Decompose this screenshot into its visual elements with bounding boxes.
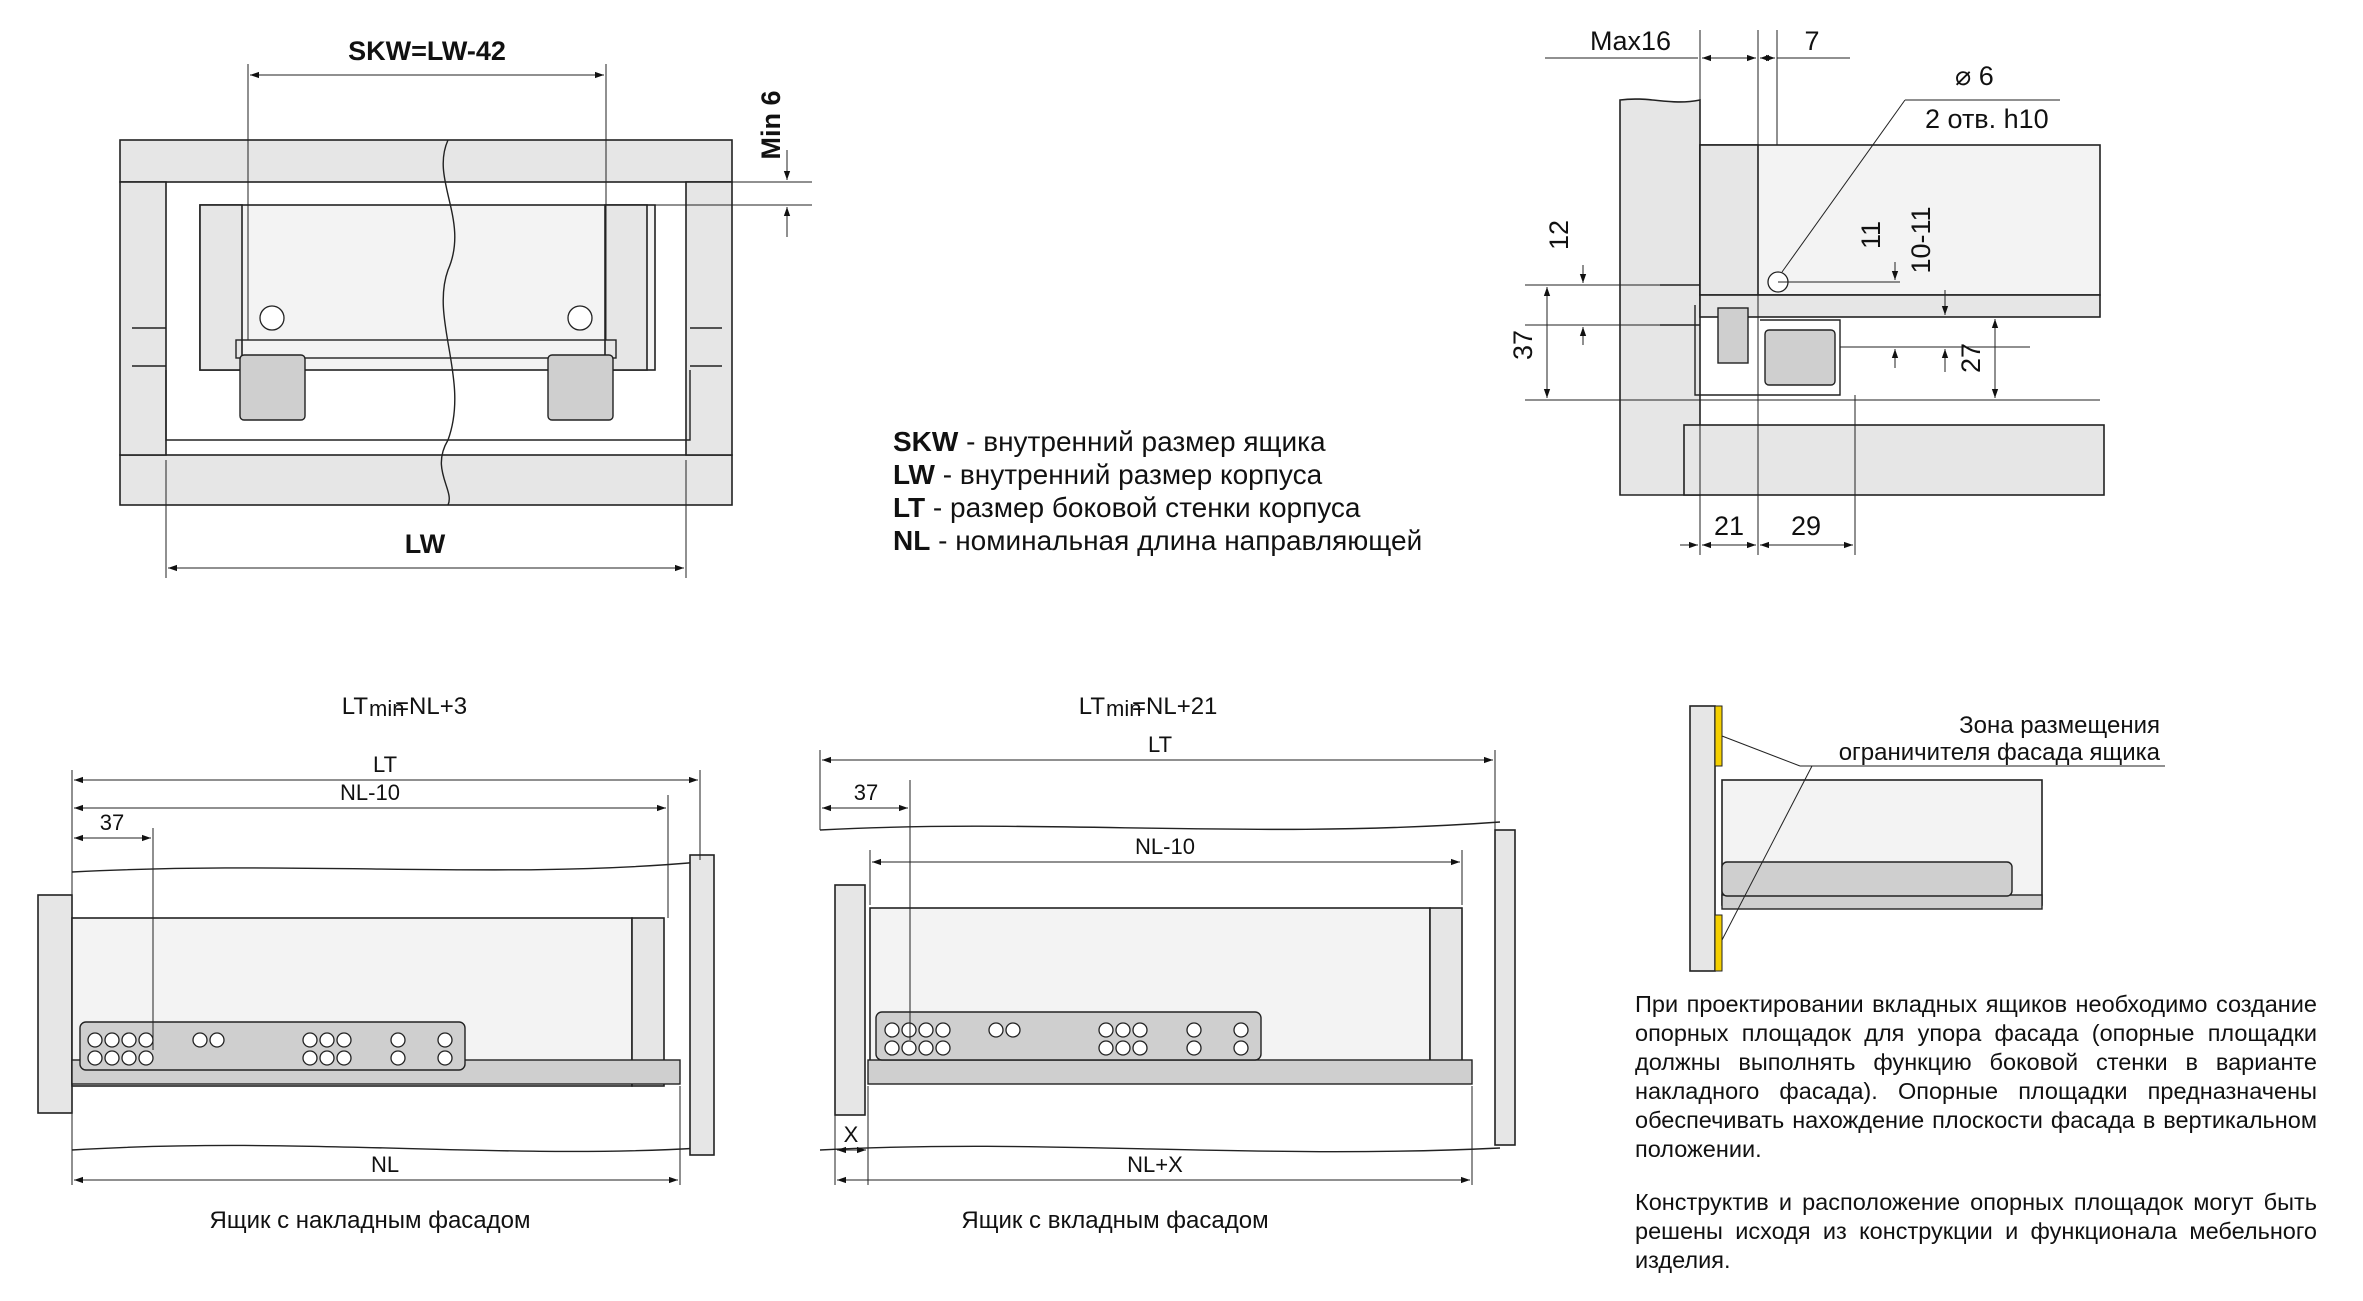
drawer-front-edge [1700,145,1758,295]
inset-formula-sub: min [1106,696,1142,721]
inset-facade [835,885,865,1115]
zone-runner-plate [1722,862,2012,896]
zone-lower-marker [1715,915,1722,971]
legend-text: - внутренний размер корпуса [935,459,1323,490]
legend-abbr: LW [893,459,935,490]
cabinet-top-panel [120,140,732,182]
overlay-caption: Ящик с накладным фасадом [209,1207,531,1234]
legend-abbr: SKW [893,426,959,457]
dim-11-label: 11 [1856,220,1886,250]
dim-37-label: 37 [1508,329,1538,361]
max16-label: Max16 [1590,26,1672,56]
inset-nlx-label: NL+X [1127,1152,1183,1177]
lw-dimension-label: LW [404,529,446,559]
cabinet-section-view [120,36,812,578]
drawer-side-detail [1700,145,2100,295]
overlay-cabinet-back [690,855,714,1155]
cabinet-bottom-panel [120,455,732,505]
overlay-formula-lt: LT [341,693,368,720]
inset-formula-lt: LT [1078,693,1105,720]
dim-27-label: 27 [1956,342,1986,374]
left-locking-clip [260,306,284,330]
abbreviation-legend [893,425,1422,557]
left-side-wall [120,182,166,455]
seven-label: 7 [1804,26,1820,56]
holes-note-label: 2 отв. h10 [1925,104,2049,134]
inset-bottom-wave [820,1146,1500,1151]
inset-lt-label: LT [1147,732,1173,757]
inset-drawer-back [1430,908,1462,1076]
inset-nl10-label: NL-10 [1135,834,1195,859]
design-note-paragraph-2: Конструктив и расположение опорных площадок могут быть решены исходя из конструкции и функционала мебельного изделия. [1635,1189,2317,1273]
drawer-box [200,205,655,370]
drawer-right-side [605,205,647,370]
skw-dimension-label: SKW=LW-42 [348,36,506,66]
inset-runner-plate [876,1012,1261,1060]
left-runner-body [240,355,305,420]
zone-runner [1722,895,2042,909]
legend-row-lw [893,458,1422,491]
runner-detail-view [1508,26,2104,555]
overlay-formula-sub: min [369,696,405,721]
inset-facade-view [820,693,1515,1234]
right-runner-body [548,355,613,420]
overlay-formula-rest: =NL+3 [395,693,468,720]
inset-cabinet-back [1495,830,1515,1145]
inset-x-label: X [843,1122,859,1147]
dim-29-label: 29 [1790,511,1822,541]
zone-upper-marker [1715,706,1722,766]
legend-row-nl [893,524,1422,557]
dim-10-11-label: 10-11 [1906,206,1936,274]
min6-dimension-label: Min 6 [756,90,786,160]
zone-label-line2: ограничителя фасада ящика [1838,739,2160,766]
legend-abbr: LT [893,492,926,523]
hole-diameter-label: ⌀ 6 [1955,61,1994,91]
legend-row-lt [893,491,1422,524]
overlay-facade-view [38,693,714,1234]
inset-caption: Ящик с вкладным фасадом [961,1207,1269,1234]
design-note-paragraph-1: При проектировании вкладных ящиков необходимо создание опорных площадок для упора фасада (опорные площадки должны выполнять функцию боковой стенки в варианте накладного фасада). Опорные площадки предназначены обеспечивать нахождение плоскости фасада в вертикальном положении. [1635,991,2317,1162]
inset-runner [868,1060,1472,1084]
runner-body-detail [1765,330,1835,385]
inset-formula-rest: =NL+21 [1132,693,1218,720]
dim-21-label: 21 [1713,511,1745,541]
drawer-bottom-detail [1700,295,2100,317]
runner-clip-detail [1718,308,1748,363]
legend-text: - внутренний размер ящика [958,426,1326,457]
overlay-nl10-label: NL-10 [340,780,400,805]
right-locking-clip [568,306,592,330]
right-side-wall [686,182,732,455]
cabinet-bottom-detail [1684,425,2104,495]
overlay-facade [38,895,72,1113]
overlay-37-label: 37 [99,810,125,835]
dim-12-label: 12 [1544,219,1574,251]
stop-zone-view [1690,706,2165,971]
legend-text: - размер боковой стенки корпуса [925,492,1361,523]
inset-37-label: 37 [853,780,879,805]
inset-top-wave [820,822,1500,830]
overlay-nl-label: NL [370,1152,400,1177]
overlay-bottom-wave [72,1145,700,1151]
zone-facade [1690,706,1715,971]
zone-label-line1: Зона размещения [1959,712,2160,739]
overlay-lt-label: LT [372,752,398,777]
legend-row-skw [893,425,1422,458]
legend-abbr: NL [893,525,931,556]
overlay-top-wave [72,862,700,872]
legend-text: - номинальная длина направляющей [930,525,1423,556]
overlay-runner-plate [80,1022,465,1070]
